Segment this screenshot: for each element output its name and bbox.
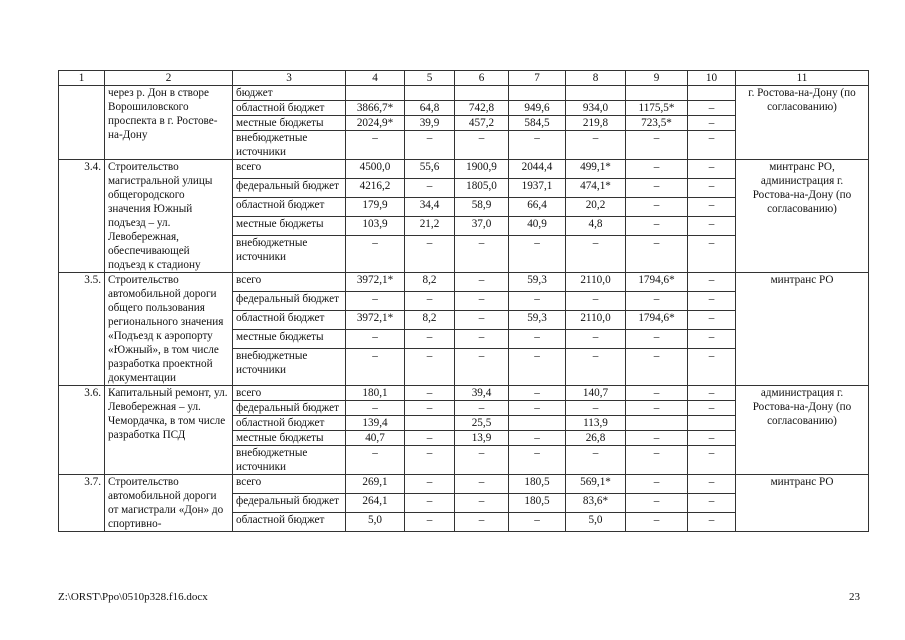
value-cell: – bbox=[509, 513, 566, 532]
column-number-header: 11 bbox=[736, 71, 869, 86]
value-cell: 59,3 bbox=[509, 311, 566, 330]
item-name: Строительство автомобильной дороги от магистрали «Дон» до спортивно- bbox=[105, 475, 233, 532]
value-cell bbox=[405, 416, 455, 431]
value-cell bbox=[688, 86, 736, 101]
executor: минтранс РО bbox=[736, 273, 869, 386]
value-cell: – bbox=[346, 236, 405, 273]
value-cell: 180,5 bbox=[509, 494, 566, 513]
column-number-header: 8 bbox=[566, 71, 626, 86]
value-cell: – bbox=[405, 386, 455, 401]
value-cell: – bbox=[455, 292, 509, 311]
value-cell: 4500,0 bbox=[346, 160, 405, 179]
value-cell: 723,5* bbox=[626, 116, 688, 131]
value-cell: 949,6 bbox=[509, 101, 566, 116]
value-cell: – bbox=[626, 160, 688, 179]
table-row bbox=[59, 475, 869, 494]
value-cell: – bbox=[405, 475, 455, 494]
value-cell: 934,0 bbox=[566, 101, 626, 116]
value-cell: – bbox=[455, 349, 509, 386]
document-path: Z:\ORST\Ppo\0510p328.f16.docx bbox=[58, 591, 208, 603]
column-number-header: 4 bbox=[346, 71, 405, 86]
item-number bbox=[59, 86, 105, 160]
executor: администрация г. Ростова-на-Дону (по согласованию) bbox=[736, 386, 869, 475]
value-cell: 139,4 bbox=[346, 416, 405, 431]
value-cell: – bbox=[509, 386, 566, 401]
value-cell: – bbox=[688, 475, 736, 494]
table-row bbox=[59, 273, 869, 292]
value-cell: – bbox=[688, 198, 736, 217]
value-cell: – bbox=[688, 401, 736, 416]
value-cell: 8,2 bbox=[405, 311, 455, 330]
value-cell: 58,9 bbox=[455, 198, 509, 217]
funding-source: всего bbox=[233, 386, 346, 401]
column-number-header: 9 bbox=[626, 71, 688, 86]
value-cell: – bbox=[688, 160, 736, 179]
executor: г. Ростова-на-Дону (по согласованию) bbox=[736, 86, 869, 160]
value-cell: – bbox=[688, 431, 736, 446]
value-cell: – bbox=[626, 431, 688, 446]
page-number: 23 bbox=[849, 591, 860, 603]
value-cell: 1794,6* bbox=[626, 311, 688, 330]
value-cell: – bbox=[626, 179, 688, 198]
item-number: 3.7. bbox=[59, 475, 105, 532]
value-cell: – bbox=[688, 116, 736, 131]
funding-source: местные бюджеты bbox=[233, 330, 346, 349]
value-cell: – bbox=[405, 431, 455, 446]
value-cell bbox=[566, 86, 626, 101]
value-cell: 20,2 bbox=[566, 198, 626, 217]
value-cell: – bbox=[566, 330, 626, 349]
column-number-header: 2 bbox=[105, 71, 233, 86]
column-number-header: 6 bbox=[455, 71, 509, 86]
value-cell: – bbox=[509, 131, 566, 160]
value-cell: – bbox=[566, 446, 626, 475]
funding-source: внебюджетные источники bbox=[233, 446, 346, 475]
item-name: Строительство автомобильной дороги общего пользования регионального значения «Подъезд к аэропорту «Южный», в том числе разработка проектной документации bbox=[105, 273, 233, 386]
value-cell: – bbox=[626, 198, 688, 217]
item-name: Строительство магистральной улицы общегородского значения Южный подъезд – ул. Левобережная, обеспечивающей подъезд к стадиону bbox=[105, 160, 233, 273]
value-cell: 499,1* bbox=[566, 160, 626, 179]
value-cell: – bbox=[509, 236, 566, 273]
value-cell bbox=[688, 416, 736, 431]
value-cell: – bbox=[688, 349, 736, 386]
value-cell: – bbox=[688, 217, 736, 236]
funding-source: бюджет bbox=[233, 86, 346, 101]
value-cell: – bbox=[688, 273, 736, 292]
value-cell: 113,9 bbox=[566, 416, 626, 431]
value-cell: – bbox=[509, 292, 566, 311]
value-cell: 180,5 bbox=[509, 475, 566, 494]
value-cell bbox=[626, 86, 688, 101]
value-cell: 39,4 bbox=[455, 386, 509, 401]
value-cell: 569,1* bbox=[566, 475, 626, 494]
funding-source: федеральный бюджет bbox=[233, 292, 346, 311]
value-cell: 5,0 bbox=[346, 513, 405, 532]
value-cell: 8,2 bbox=[405, 273, 455, 292]
column-number-header: 1 bbox=[59, 71, 105, 86]
value-cell: – bbox=[509, 431, 566, 446]
funding-source: местные бюджеты bbox=[233, 217, 346, 236]
value-cell: – bbox=[626, 330, 688, 349]
column-number-header: 7 bbox=[509, 71, 566, 86]
item-name: через р. Дон в створе Ворошиловского проспекта в г. Ростове-на-Дону bbox=[105, 86, 233, 160]
value-cell: 3866,7* bbox=[346, 101, 405, 116]
value-cell: – bbox=[566, 349, 626, 386]
value-cell: – bbox=[455, 475, 509, 494]
value-cell: 83,6* bbox=[566, 494, 626, 513]
value-cell: – bbox=[455, 273, 509, 292]
column-number-header: 10 bbox=[688, 71, 736, 86]
value-cell: – bbox=[346, 446, 405, 475]
value-cell: – bbox=[346, 349, 405, 386]
value-cell: – bbox=[688, 494, 736, 513]
value-cell: – bbox=[405, 513, 455, 532]
value-cell: – bbox=[405, 292, 455, 311]
value-cell: 474,1* bbox=[566, 179, 626, 198]
executor: минтранс РО, администрация г. Ростова-на-Дону (по согласованию) bbox=[736, 160, 869, 273]
column-number-header: 3 bbox=[233, 71, 346, 86]
value-cell: – bbox=[688, 386, 736, 401]
value-cell: 55,6 bbox=[405, 160, 455, 179]
header-row bbox=[59, 71, 869, 86]
funding-source: местные бюджеты bbox=[233, 116, 346, 131]
value-cell: – bbox=[626, 217, 688, 236]
executor: минтранс РО bbox=[736, 475, 869, 532]
value-cell: – bbox=[688, 101, 736, 116]
value-cell bbox=[509, 86, 566, 101]
funding-source: областной бюджет bbox=[233, 101, 346, 116]
value-cell: – bbox=[688, 311, 736, 330]
value-cell: – bbox=[455, 131, 509, 160]
funding-source: федеральный бюджет bbox=[233, 179, 346, 198]
value-cell: 40,7 bbox=[346, 431, 405, 446]
funding-source: внебюджетные источники bbox=[233, 131, 346, 160]
funding-source: областной бюджет bbox=[233, 416, 346, 431]
funding-source: областной бюджет bbox=[233, 513, 346, 532]
value-cell: – bbox=[405, 494, 455, 513]
value-cell: – bbox=[405, 349, 455, 386]
value-cell: – bbox=[455, 401, 509, 416]
value-cell bbox=[509, 416, 566, 431]
value-cell: 2110,0 bbox=[566, 273, 626, 292]
value-cell: – bbox=[509, 401, 566, 416]
value-cell: – bbox=[626, 131, 688, 160]
value-cell: 25,5 bbox=[455, 416, 509, 431]
value-cell: 66,4 bbox=[509, 198, 566, 217]
value-cell: – bbox=[346, 131, 405, 160]
table-row bbox=[59, 160, 869, 179]
value-cell: – bbox=[626, 292, 688, 311]
value-cell bbox=[626, 416, 688, 431]
item-number: 3.6. bbox=[59, 386, 105, 475]
value-cell: – bbox=[346, 292, 405, 311]
funding-source: федеральный бюджет bbox=[233, 401, 346, 416]
value-cell: – bbox=[626, 401, 688, 416]
value-cell: 1805,0 bbox=[455, 179, 509, 198]
funding-source: местные бюджеты bbox=[233, 431, 346, 446]
value-cell: 40,9 bbox=[509, 217, 566, 236]
value-cell: – bbox=[455, 330, 509, 349]
value-cell: 584,5 bbox=[509, 116, 566, 131]
budget-table bbox=[58, 70, 869, 532]
value-cell: 269,1 bbox=[346, 475, 405, 494]
value-cell bbox=[455, 86, 509, 101]
funding-source: внебюджетные источники bbox=[233, 236, 346, 273]
value-cell: 1794,6* bbox=[626, 273, 688, 292]
value-cell: 37,0 bbox=[455, 217, 509, 236]
value-cell: – bbox=[566, 292, 626, 311]
value-cell: – bbox=[509, 349, 566, 386]
value-cell: 34,4 bbox=[405, 198, 455, 217]
value-cell: – bbox=[626, 513, 688, 532]
value-cell: – bbox=[405, 131, 455, 160]
value-cell: – bbox=[405, 446, 455, 475]
value-cell: – bbox=[455, 236, 509, 273]
value-cell: – bbox=[566, 236, 626, 273]
value-cell: – bbox=[626, 446, 688, 475]
value-cell: – bbox=[405, 179, 455, 198]
value-cell: 2024,9* bbox=[346, 116, 405, 131]
value-cell bbox=[346, 86, 405, 101]
funding-source: областной бюджет bbox=[233, 311, 346, 330]
value-cell: – bbox=[688, 131, 736, 160]
value-cell: 180,1 bbox=[346, 386, 405, 401]
value-cell: 4,8 bbox=[566, 217, 626, 236]
funding-source: всего bbox=[233, 160, 346, 179]
value-cell: – bbox=[626, 349, 688, 386]
value-cell: – bbox=[626, 475, 688, 494]
value-cell: 4216,2 bbox=[346, 179, 405, 198]
value-cell: – bbox=[688, 179, 736, 198]
value-cell: – bbox=[566, 401, 626, 416]
value-cell: – bbox=[688, 292, 736, 311]
value-cell: – bbox=[626, 386, 688, 401]
value-cell: – bbox=[455, 311, 509, 330]
value-cell: 64,8 bbox=[405, 101, 455, 116]
value-cell: 140,7 bbox=[566, 386, 626, 401]
value-cell: 103,9 bbox=[346, 217, 405, 236]
value-cell: 26,8 bbox=[566, 431, 626, 446]
value-cell: 3972,1* bbox=[346, 273, 405, 292]
value-cell: 1937,1 bbox=[509, 179, 566, 198]
funding-source: всего bbox=[233, 475, 346, 494]
item-number: 3.4. bbox=[59, 160, 105, 273]
value-cell: 219,8 bbox=[566, 116, 626, 131]
column-number-header: 5 bbox=[405, 71, 455, 86]
value-cell: 59,3 bbox=[509, 273, 566, 292]
value-cell: – bbox=[405, 236, 455, 273]
value-cell: 179,9 bbox=[346, 198, 405, 217]
value-cell: – bbox=[455, 446, 509, 475]
value-cell: 21,2 bbox=[405, 217, 455, 236]
value-cell: – bbox=[509, 330, 566, 349]
value-cell: – bbox=[566, 131, 626, 160]
value-cell: 39,9 bbox=[405, 116, 455, 131]
value-cell: 13,9 bbox=[455, 431, 509, 446]
value-cell: 2044,4 bbox=[509, 160, 566, 179]
value-cell bbox=[405, 86, 455, 101]
value-cell: 5,0 bbox=[566, 513, 626, 532]
value-cell: – bbox=[455, 513, 509, 532]
value-cell: – bbox=[405, 401, 455, 416]
item-number: 3.5. bbox=[59, 273, 105, 386]
value-cell: – bbox=[346, 330, 405, 349]
value-cell: 457,2 bbox=[455, 116, 509, 131]
value-cell: 1900,9 bbox=[455, 160, 509, 179]
value-cell: 3972,1* bbox=[346, 311, 405, 330]
item-name: Капитальный ремонт, ул. Левобережная – ул. Чемордачка, в том числе разработка ПСД bbox=[105, 386, 233, 475]
funding-source: внебюджетные источники bbox=[233, 349, 346, 386]
value-cell: – bbox=[688, 236, 736, 273]
value-cell: – bbox=[346, 401, 405, 416]
value-cell: – bbox=[405, 330, 455, 349]
value-cell: – bbox=[509, 446, 566, 475]
value-cell: 1175,5* bbox=[626, 101, 688, 116]
value-cell: – bbox=[626, 236, 688, 273]
value-cell: – bbox=[688, 446, 736, 475]
value-cell: – bbox=[626, 494, 688, 513]
table-row bbox=[59, 386, 869, 401]
funding-source: федеральный бюджет bbox=[233, 494, 346, 513]
funding-source: всего bbox=[233, 273, 346, 292]
value-cell: 742,8 bbox=[455, 101, 509, 116]
value-cell: 264,1 bbox=[346, 494, 405, 513]
value-cell: – bbox=[688, 513, 736, 532]
value-cell: – bbox=[688, 330, 736, 349]
value-cell: 2110,0 bbox=[566, 311, 626, 330]
funding-source: областной бюджет bbox=[233, 198, 346, 217]
table-row bbox=[59, 86, 869, 101]
value-cell: – bbox=[455, 494, 509, 513]
